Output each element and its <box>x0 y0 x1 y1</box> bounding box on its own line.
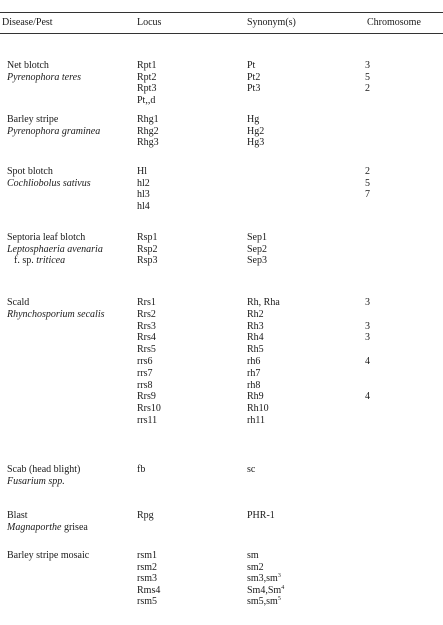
synonym-cell <box>247 344 264 355</box>
synonym-text: Sm4,Sm <box>247 584 282 596</box>
locus-cell: Rrs10 <box>137 403 161 415</box>
chromosome-cell: 4 <box>365 356 370 367</box>
synonym-cell <box>247 321 264 332</box>
synonym-superscript: 5 <box>277 596 281 603</box>
locus-cell: Rhg1 <box>137 114 159 125</box>
synonym-cell <box>247 137 264 148</box>
locus-cell: Rsp1 <box>137 232 158 243</box>
synonym-text: Sep1 <box>247 232 267 243</box>
pathogen-name <box>7 522 88 533</box>
synonym-text: Rh, Rha <box>247 297 280 308</box>
pathogen-italic: Cochliobolus sativus <box>7 177 91 189</box>
locus-cell: Rrs3 <box>137 320 156 332</box>
chromosome-cell: 2 <box>365 166 370 177</box>
synonym-cell <box>247 297 280 308</box>
synonym-cell <box>247 550 259 561</box>
locus-cell: rrs11 <box>137 415 158 426</box>
synonym-cell <box>247 368 260 379</box>
header-bottom-rule <box>0 33 443 34</box>
locus-cell: Hl <box>137 166 147 177</box>
disease-name: Scald <box>7 297 30 308</box>
synonym-text: sm2 <box>247 561 264 573</box>
pathogen-name <box>7 126 100 137</box>
synonym-text: rh11 <box>247 415 265 426</box>
pathogen-name <box>7 178 91 189</box>
synonym-cell <box>247 510 275 521</box>
locus-cell: Pt,,d <box>137 94 156 106</box>
pathogen-italic: Fusarium spp. <box>7 476 65 487</box>
locus-cell: rsm5 <box>137 596 157 608</box>
synonym-text: Hg <box>247 114 260 125</box>
synonym-cell <box>247 356 260 367</box>
disease-name: Barley stripe mosaic <box>7 550 90 561</box>
synonym-cell <box>247 562 264 573</box>
locus-cell: rrs6 <box>137 356 153 367</box>
locus-cell: rsm2 <box>137 561 157 573</box>
pathogen-name <box>7 244 103 255</box>
synonym-text: Pt3 <box>247 83 261 95</box>
synonym-cell <box>247 464 255 475</box>
synonym-text: Sep2 <box>247 243 267 255</box>
locus-cell: Rsp3 <box>137 255 158 267</box>
synonym-text: Rh2 <box>247 308 264 320</box>
synonym-text: sm3,sm <box>247 573 278 585</box>
pathogen-italic: Magnaporthe <box>7 522 62 533</box>
locus-cell: Rrs5 <box>137 344 156 356</box>
synonym-cell <box>247 585 284 596</box>
chromosome-cell: 3 <box>365 320 370 332</box>
pathogen-form-prefix: f. sp. <box>14 255 37 267</box>
synonym-cell <box>247 255 267 266</box>
chromosome-cell: 3 <box>365 60 370 71</box>
synonym-text: Rh3 <box>247 320 264 332</box>
chromosome-cell: 3 <box>365 297 370 308</box>
pathogen-italic: Pyrenophora teres <box>7 71 81 83</box>
synonym-text: Hg3 <box>247 137 265 149</box>
disease-name: Barley stripe <box>7 114 59 125</box>
synonym-text: Sep3 <box>247 255 267 267</box>
disease-name: Scab (head blight) <box>7 464 81 475</box>
pathogen-italic: Pyrenophora graminea <box>7 125 101 137</box>
synonym-superscript: 3 <box>277 573 281 580</box>
locus-cell: Rrs9 <box>137 391 156 403</box>
disease-name: Septoria leaf blotch <box>7 232 86 243</box>
locus-cell: rrs8 <box>137 379 153 391</box>
synonym-text: Rh5 <box>247 344 264 356</box>
locus-cell: rrs7 <box>137 367 153 379</box>
synonym-cell <box>247 232 267 243</box>
disease-name: Net blotch <box>7 60 49 71</box>
chromosome-cell: 3 <box>365 332 370 344</box>
locus-cell: hl4 <box>137 200 150 212</box>
synonym-cell <box>247 83 260 94</box>
chromosome-cell: 4 <box>365 391 370 403</box>
locus-cell: Rrs4 <box>137 332 156 344</box>
locus-cell: Rrs1 <box>137 297 156 308</box>
locus-cell: Rhg3 <box>137 137 159 149</box>
locus-cell: Rpt3 <box>137 83 157 95</box>
synonym-cell <box>247 309 264 320</box>
synonym-cell <box>247 72 260 83</box>
locus-cell: rsm1 <box>137 550 157 561</box>
chromosome-cell: 5 <box>365 177 370 189</box>
synonym-cell <box>247 380 260 391</box>
header-top-rule <box>0 12 443 13</box>
locus-cell: Rpt2 <box>137 71 157 83</box>
locus-cell: Rms4 <box>137 584 161 596</box>
synonym-text: sm <box>247 550 259 561</box>
disease-name: Spot blotch <box>7 166 53 177</box>
synonym-superscript: 4 <box>281 584 285 591</box>
pathogen-form-name: triticea <box>36 255 66 267</box>
synonym-text: Hg2 <box>247 125 265 137</box>
locus-cell: rsm3 <box>137 573 157 585</box>
synonym-cell <box>247 573 281 584</box>
synonym-text: Rh4 <box>247 332 264 344</box>
locus-cell: Rsp2 <box>137 243 158 255</box>
locus-cell: Rpt1 <box>137 60 157 71</box>
synonym-cell <box>247 126 264 137</box>
locus-cell: Rrs2 <box>137 308 156 320</box>
synonym-text: sc <box>247 464 256 475</box>
synonym-cell <box>247 596 281 607</box>
synonym-text: rh6 <box>247 356 261 367</box>
header-locus: Locus <box>137 17 162 28</box>
synonym-cell <box>247 114 259 125</box>
synonym-text: PHR-1 <box>247 510 275 521</box>
pathogen-upright: grisea <box>63 522 88 533</box>
synonym-text: Rh10 <box>247 403 269 415</box>
synonym-cell <box>247 244 267 255</box>
locus-cell: Rhg2 <box>137 125 159 137</box>
pathogen-name <box>7 309 105 320</box>
synonym-cell <box>247 332 264 343</box>
chromosome-cell: 2 <box>365 83 370 95</box>
header-disease: Disease/Pest <box>2 17 53 28</box>
synonym-cell <box>247 60 255 71</box>
chromosome-cell: 5 <box>365 71 370 83</box>
disease-name: Blast <box>7 510 28 521</box>
header-synonyms: Synonym(s) <box>247 17 296 28</box>
synonym-text: Rh9 <box>247 391 264 403</box>
header-chromosome: Chromosome <box>367 17 421 28</box>
synonym-text: Pt2 <box>247 71 261 83</box>
pathogen-form <box>14 255 65 266</box>
synonym-text: Pt <box>247 60 256 71</box>
pathogen-name <box>7 72 81 83</box>
locus-cell: Rpg <box>137 510 154 521</box>
pathogen-italic: Rhynchosporium secalis <box>7 308 105 320</box>
synonym-text: sm5,sm <box>247 596 278 608</box>
locus-cell: fb <box>137 464 146 475</box>
locus-cell: hl2 <box>137 177 150 189</box>
synonym-cell <box>247 415 265 426</box>
synonym-cell <box>247 403 269 414</box>
chromosome-cell: 7 <box>365 189 370 201</box>
synonym-cell <box>247 391 264 402</box>
locus-cell: hl3 <box>137 189 150 201</box>
synonym-text: rh7 <box>247 367 261 379</box>
pathogen-name <box>7 476 65 487</box>
synonym-text: rh8 <box>247 379 261 391</box>
pathogen-italic: Leptosphaeria avenaria <box>7 243 103 255</box>
